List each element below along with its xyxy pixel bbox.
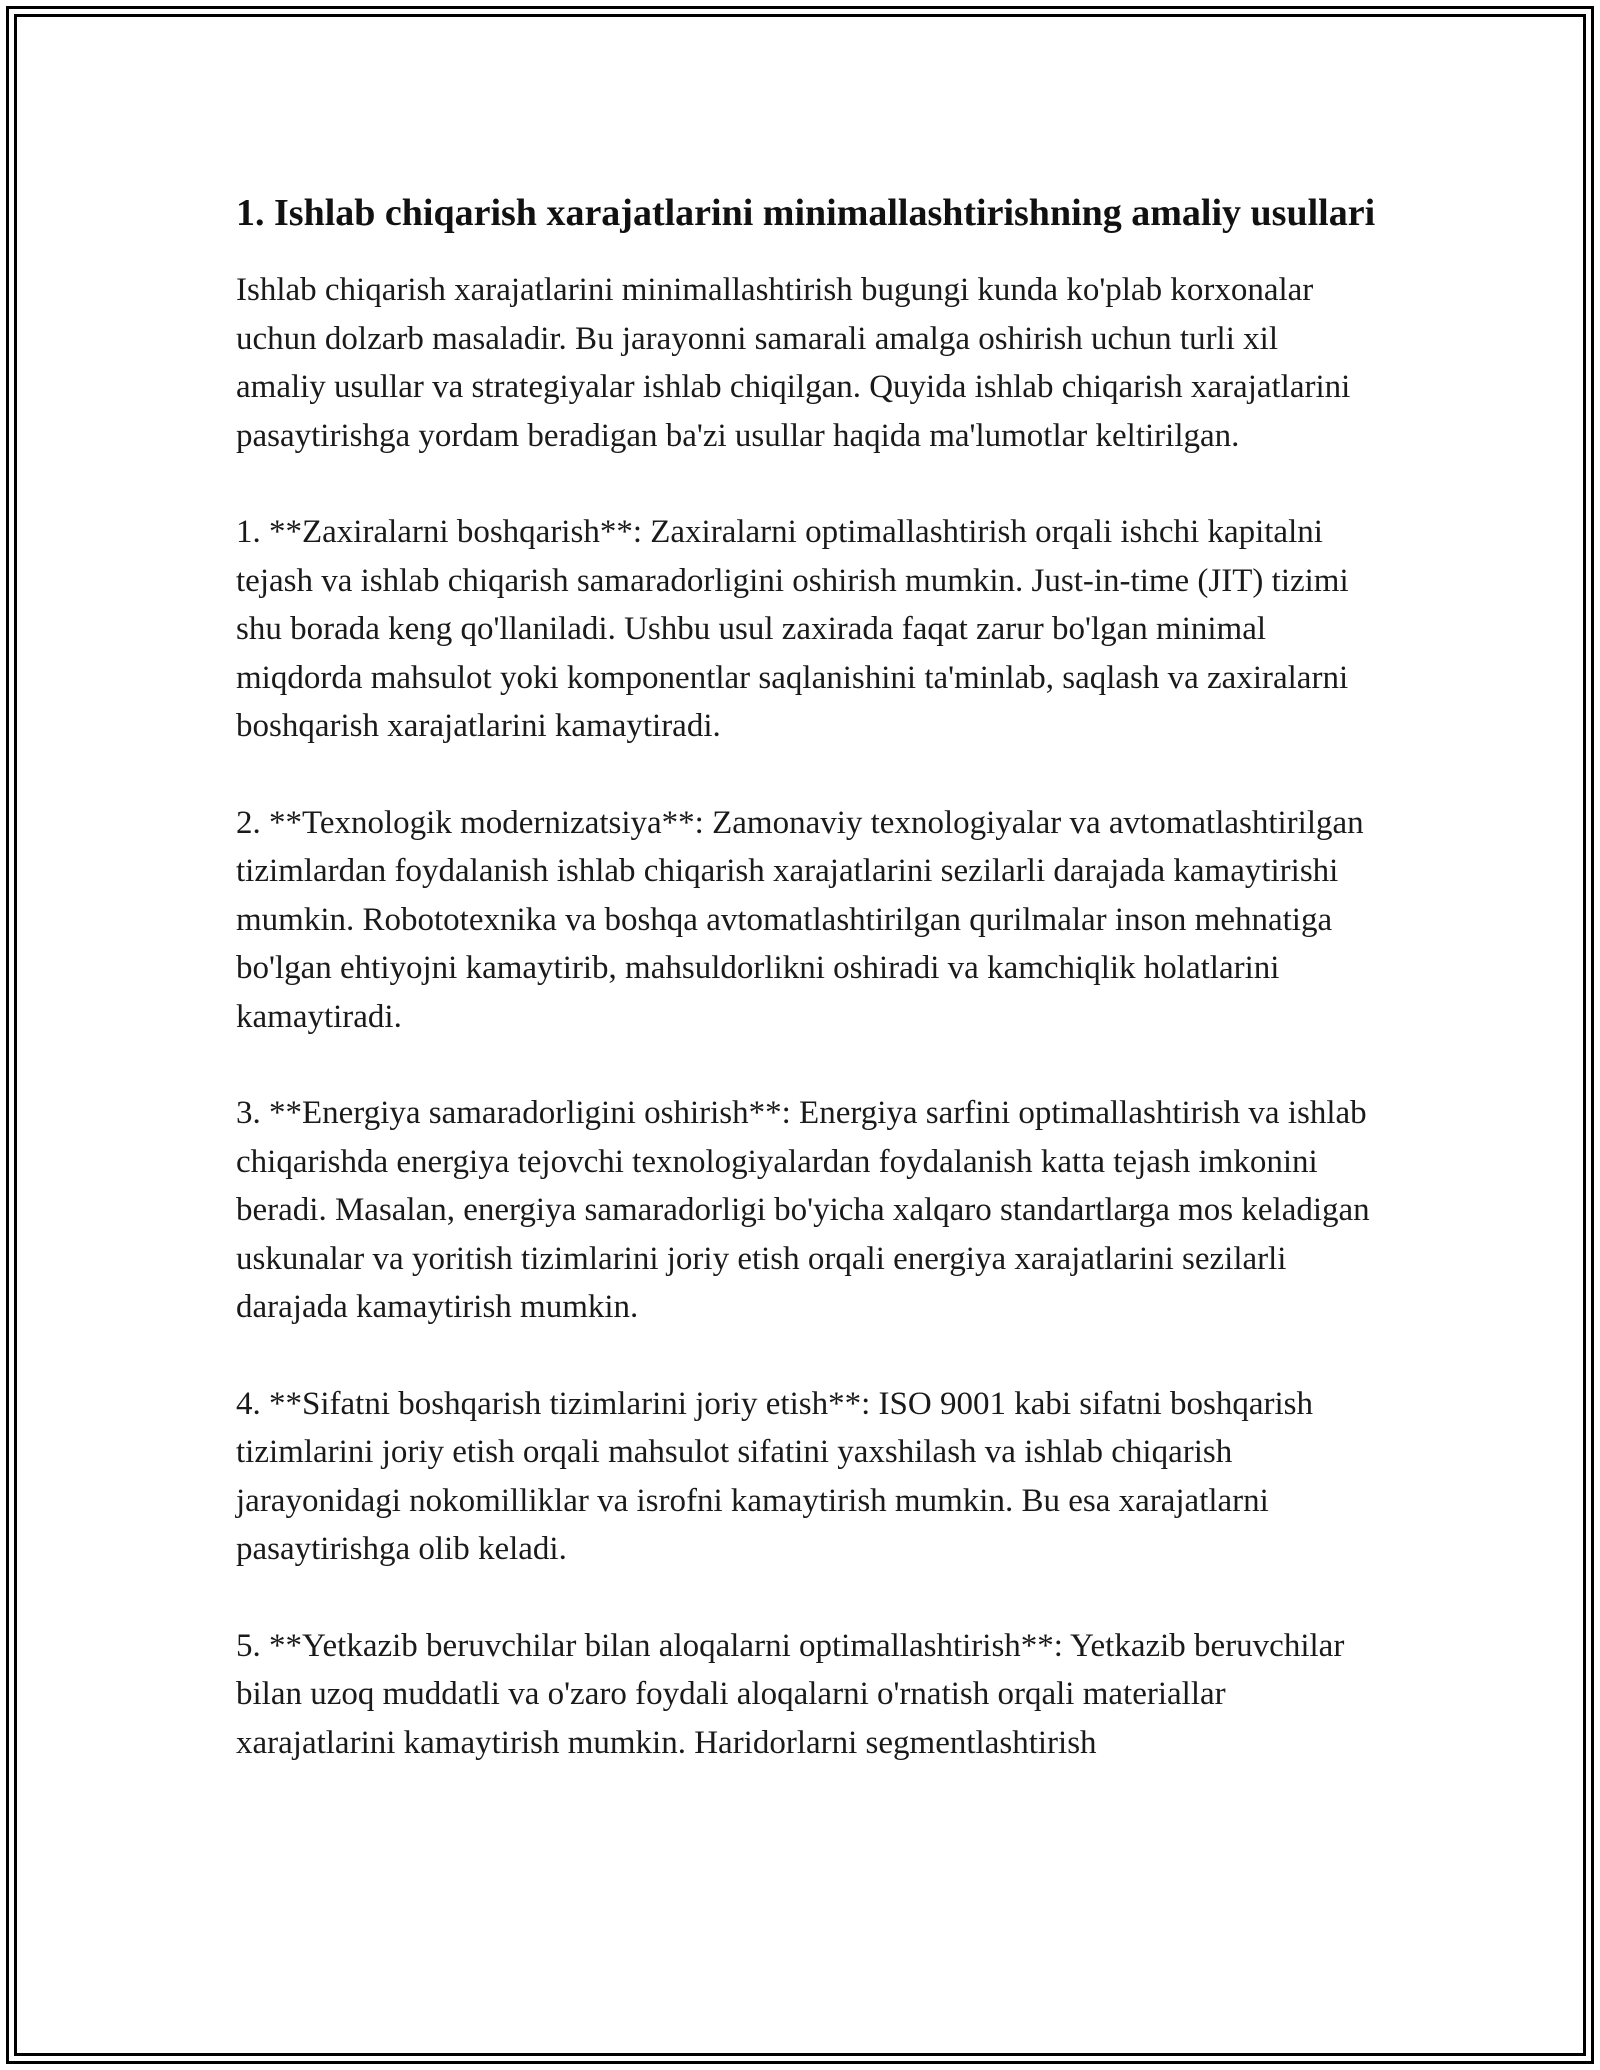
- paragraph-supplier-relations: 5. **Yetkazib beruvchilar bilan aloqalarni optimallashtirish**: Yetkazib beruvchilar bilan uzoq muddatli va o'zaro foydali aloqalarni o'rnatish orqali materiallar xarajatlarini kamaytirish mumkin. Haridorlarni segmentlashtirish: [236, 1627, 1345, 1761]
- paragraph-technological-modernization: 2. **Texnologik modernizatsiya**: Zamonaviy texnologiyalar va avtomatlashtirilgan tizimlardan foydalanish ishlab chiqarish xarajatlarini sezilarli darajada kamaytirishi mumkin. Robototexnika va boshqa avtomatlashtirilgan qurilmalar inson mehnatiga bo'lgan ehtiyojni kamaytirib, mahsuldorlikni oshiradi va kamchiqlik holatlarini kamaytiradi.: [236, 804, 1364, 1035]
- document-title: 1. Ishlab chiqarish xarajatlarini minimallashtirishning amaliy usullari: [236, 192, 1376, 234]
- paragraph-quality-management: 4. **Sifatni boshqarish tizimlarini joriy etish**: ISO 9001 kabi sifatni boshqarish tizimlarini joriy etish orqali mahsulot sifatini yaxshilash va ishlab chiqarish jarayonidagi nokomilliklar va isrofni kamaytirish mumkin. Bu esa xarajatlarni pasaytirishga olib keladi.: [236, 1385, 1313, 1567]
- paragraph-energy-efficiency: 3. **Energiya samaradorligini oshirish**: Energiya sarfini optimallashtirish va ishlab chiqarishda energiya tejovchi texnologiyalardan foydalanish katta tejash imkonini beradi. Masalan, energiya samaradorligi bo'yicha xalqaro standartlarga mos keladigan uskunalar va yoritish tizimlarini joriy etish orqali energiya xarajatlarini sezilarli darajada kamaytirish mumkin.: [236, 1095, 1370, 1325]
- paragraph-inventory-management: 1. **Zaxiralarni boshqarish**: Zaxiralarni optimallashtirish orqali ishchi kapitalni tejash va ishlab chiqarish samaradorligini oshirish mumkin. Just-in-time (JIT) tizimi shu borada keng qo'llaniladi. Ushbu usul zaxirada faqat zarur bo'lgan minimal miqdorda mahsulot yoki komponentlar saqlanishini ta'minlab, saqlash va zaxiralarni boshqarish xarajatlarini kamaytiradi.: [236, 514, 1349, 744]
- intro-paragraph: Ishlab chiqarish xarajatlarini minimallashtirish bugungi kunda ko'plab korxonalar uchun dolzarb masaladir. Bu jarayonni samarali amalga oshirish uchun turli xil amaliy usullar va strategiyalar ishlab chiqilgan. Quyida ishlab chiqarish xarajatlarini pasaytirishga yordam beradigan ba'zi usullar haqida ma'lumotlar keltirilgan.: [236, 272, 1351, 454]
- document-body: [236, 186, 1376, 1767]
